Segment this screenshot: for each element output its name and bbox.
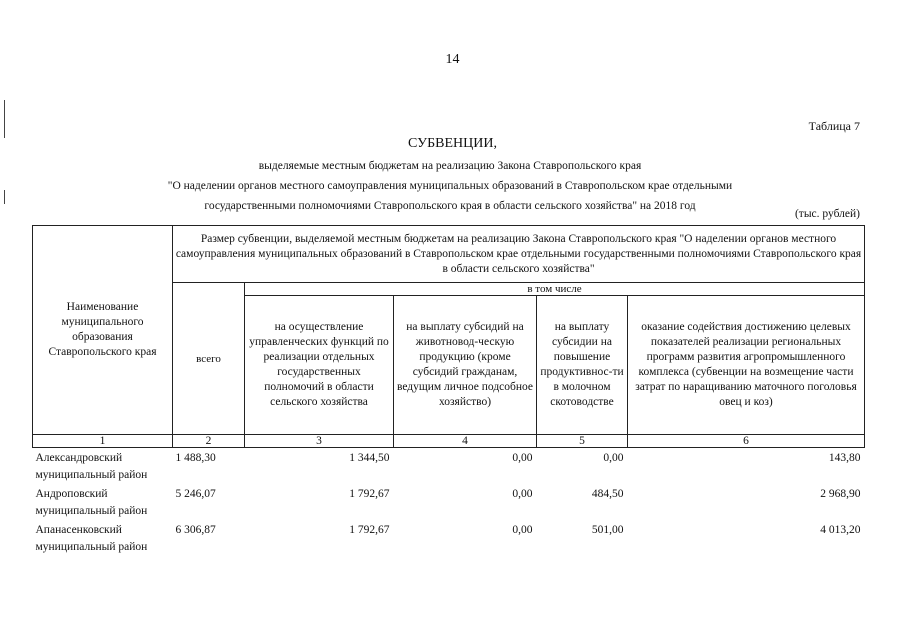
municipality-name: Андроповский муниципальный район (35, 488, 148, 517)
column-number: 1 (33, 435, 173, 448)
header-dairy-productivity: на выплату субсидии на повышение продуктивнос-ти в молочном скотоводстве (537, 296, 628, 435)
livestock-value: 0,00 (512, 452, 533, 464)
dairy-value: 0,00 (603, 452, 624, 464)
left-margin-mark (4, 100, 5, 138)
header-subsidy-size: Размер субвенции, выделяемой местным бюджетам на реализацию Закона Ставропольского края "О наделении органов местного самоуправления муниципальных образований в Ставропольском крае отдельными государственными полномочиями Ставропольского края в области сельского хозяйства" (173, 226, 865, 283)
agro-value: 4 013,20 (820, 524, 861, 536)
column-number: 3 (245, 435, 394, 448)
management-value: 1 344,50 (349, 452, 390, 464)
municipality-name: Александровский муниципальный район (35, 452, 148, 481)
total-value: 5 246,07 (175, 488, 216, 500)
header-including: в том числе (245, 283, 865, 296)
livestock-value: 0,00 (512, 488, 533, 500)
header-agro-programs: оказание содействия достижению целевых показателей реализации региональных программ развития агропромышленного комплекса (субвенции на возмещение части затрат по наращиванию маточного поголовья овец и коз) (628, 296, 865, 435)
table-label: Таблица 7 (808, 119, 860, 133)
column-number: 5 (537, 435, 628, 448)
units-label: (тыс. рублей) (794, 208, 860, 220)
column-number: 2 (173, 435, 245, 448)
total-value: 6 306,87 (175, 524, 216, 536)
table-row (33, 520, 865, 556)
management-value: 1 792,67 (349, 488, 390, 500)
municipality-name: Апанасенковский муниципальный район (35, 524, 148, 553)
document-subtitle (40, 156, 860, 216)
subsidies-table (32, 225, 865, 556)
page-number: 14 (445, 52, 460, 67)
document-title: СУБВЕНЦИИ, (408, 136, 497, 151)
dairy-value: 484,50 (591, 488, 624, 500)
agro-value: 143,80 (828, 452, 861, 464)
column-number: 6 (628, 435, 865, 448)
header-livestock-subsidies: на выплату субсидий на животновод-ческую продукцию (кроме субсидий гражданам, ведущим личное подсобное хозяйство) (394, 296, 537, 435)
header-management-functions: на осуществление управленческих функций по реализации отдельных государственных полномочий в области сельского хозяйства (245, 296, 394, 435)
agro-value: 2 968,90 (820, 488, 861, 500)
column-number: 4 (394, 435, 537, 448)
subtitle-line: "О наделении органов местного самоуправления муниципальных образований в Ставропольском крае отдельными (167, 180, 733, 192)
header-total: всего (173, 283, 245, 435)
management-value: 1 792,67 (349, 524, 390, 536)
total-value: 1 488,30 (175, 452, 216, 464)
livestock-value: 0,00 (512, 524, 533, 536)
table-row (33, 484, 865, 520)
subtitle-line: выделяемые местным бюджетам на реализацию Закона Ставропольского края (258, 160, 642, 172)
subtitle-line: государственными полномочиями Ставропольского края в области сельского хозяйства" на 2018 год (204, 200, 696, 212)
header-municipality: Наименование муниципального образования Ставропольского края (33, 226, 173, 435)
table-row (33, 448, 865, 485)
left-margin-mark (4, 190, 5, 204)
dairy-value: 501,00 (591, 524, 624, 536)
